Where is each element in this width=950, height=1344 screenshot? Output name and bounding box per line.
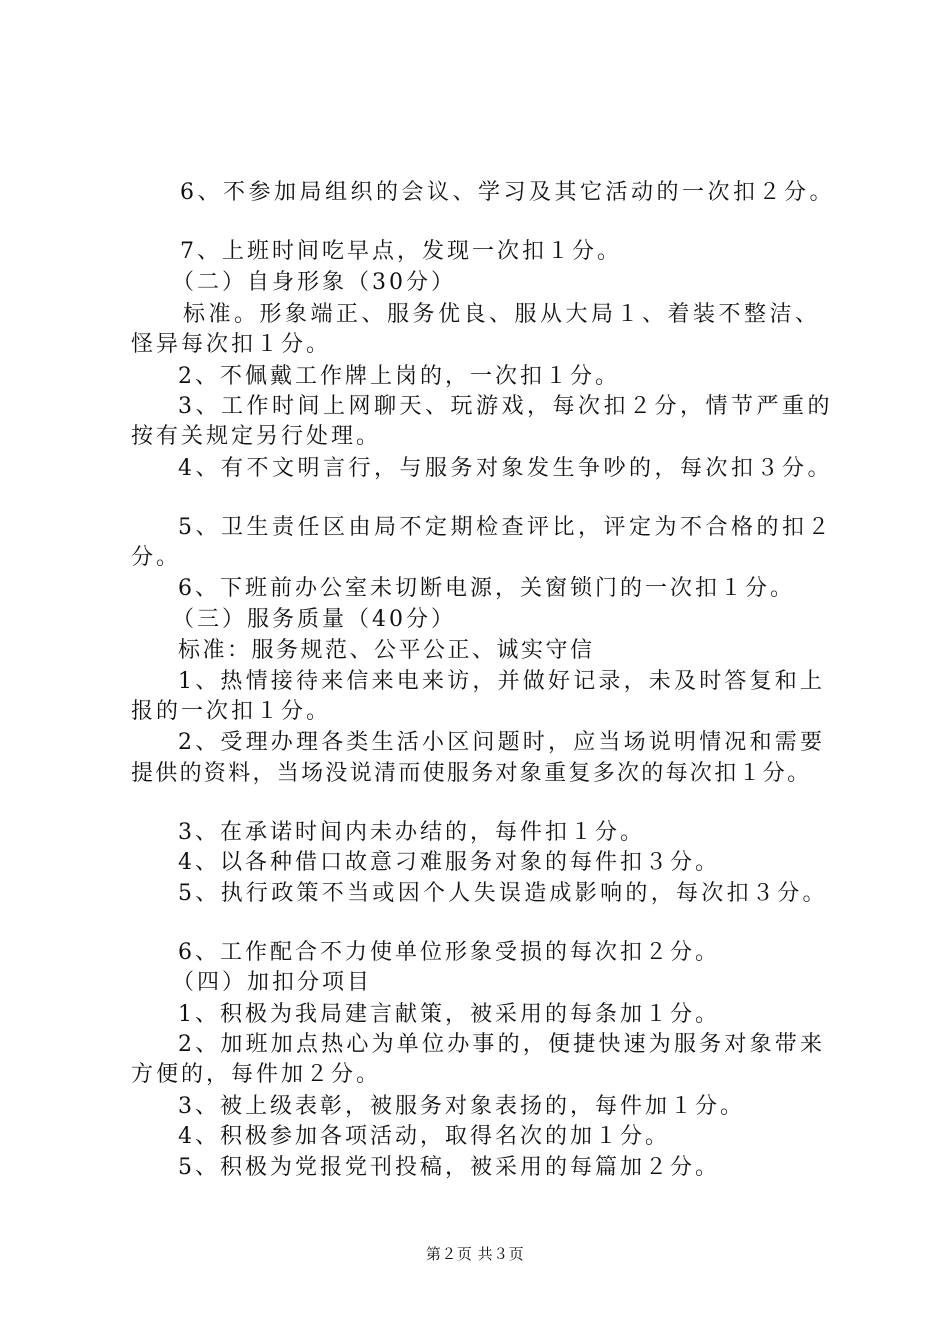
self-image-standard-cont: 怪异每次扣１分。 bbox=[131, 332, 332, 357]
rule-bonus-3: 3、被上级表彰，被服务对象表扬的，每件加１分。 bbox=[178, 1094, 745, 1119]
rule-self-image-4: 4、有不文明言行，与服务对象发生争吵的，每次扣３分。 bbox=[178, 456, 833, 481]
rule-bonus-5: 5、积极为党报党刊投稿，被采用的每篇加２分。 bbox=[178, 1155, 720, 1180]
rule-self-image-5: 5、卫生责任区由局不定期检查评比，评定为不合格的扣２ bbox=[178, 515, 833, 540]
rule-service-quality-1: 1、热情接待来信来电来访，并做好记录，未及时答复和上 bbox=[178, 669, 826, 694]
rule-attendance-6: 6、不参加局组织的会议、学习及其它活动的一次扣２分。 bbox=[180, 180, 835, 205]
rule-service-quality-5: 5、执行政策不当或因个人失误造成影响的，每次扣３分。 bbox=[178, 881, 828, 906]
rule-service-quality-6: 6、工作配合不力使单位形象受损的每次扣２分。 bbox=[178, 940, 720, 965]
rule-attendance-7: 7、上班时间吃早点，发现一次扣１分。 bbox=[180, 239, 622, 264]
rule-self-image-6: 6、下班前办公室未切断电源，关窗锁门的一次扣１分。 bbox=[178, 576, 795, 601]
rule-bonus-4: 4、积极参加各项活动，取得名次的加１分。 bbox=[178, 1124, 670, 1149]
section-heading-self-image: （二）自身形象（30分） bbox=[172, 270, 456, 295]
rule-bonus-2: 2、加班加点热心为单位办事的，便捷快速为服务对象带来 bbox=[178, 1032, 826, 1057]
self-image-standard: 标准。形象端正、服务优良、服从大局１、着装不整洁、 bbox=[183, 302, 821, 327]
rule-self-image-2: 2、不佩戴工作牌上岗的，一次扣１分。 bbox=[178, 364, 620, 389]
section-heading-bonus-items: （四）加扣分项目 bbox=[172, 970, 373, 995]
service-quality-standard: 标准：服务规范、公平公正、诚实守信 bbox=[178, 638, 595, 663]
rule-service-quality-2: 2、受理办理各类生活小区问题时，应当场说明情况和需要 bbox=[178, 730, 826, 755]
page-number-footer: 第２页 共３页 bbox=[425, 1245, 525, 1263]
rule-self-image-3-cont: 按有关规定另行处理。 bbox=[131, 424, 382, 449]
rule-service-quality-2-cont: 提供的资料，当场没说清而使服务对象重复多次的每次扣１分。 bbox=[131, 761, 812, 786]
section-heading-service-quality: （三）服务质量（40分） bbox=[172, 607, 456, 632]
rule-self-image-5-cont: 分。 bbox=[131, 545, 182, 570]
rule-bonus-2-cont: 方便的，每件加２分。 bbox=[131, 1062, 382, 1087]
rule-service-quality-3: 3、在承诺时间内未办结的，每件扣１分。 bbox=[178, 820, 645, 845]
rule-service-quality-4: 4、以各种借口故意刁难服务对象的每件扣３分。 bbox=[178, 850, 720, 875]
rule-bonus-1: 1、积极为我局建言献策，被采用的每条加１分。 bbox=[178, 1002, 720, 1027]
rule-self-image-3: 3、工作时间上网聊天、玩游戏，每次扣２分，情节严重的 bbox=[178, 394, 833, 419]
rule-service-quality-1-cont: 报的一次扣１分。 bbox=[131, 699, 332, 724]
